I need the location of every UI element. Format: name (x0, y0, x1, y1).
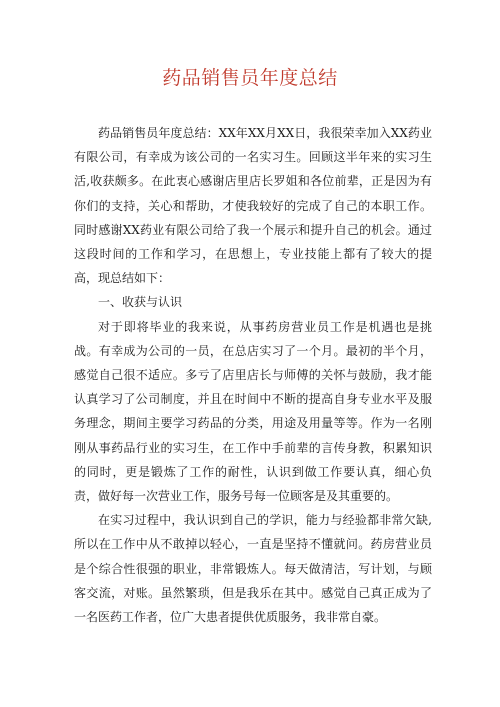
paragraph-practice: 在实习过程中，我认识到自己的学识，能力与经验都非常欠缺,所以在工作中从不敢掉以轻心，一直是坚持不懂就问。药房营业员是个综合性很强的职业，非常锻炼人。每天做清洁，写计划，与顾客交流，对账。虽然繁琐，但是我乐在其中。感觉自己真正成为了一名医药工作者，位广大患者提供优质服务，我非常自豪。 (74, 513, 432, 625)
document-body (74, 121, 432, 629)
section-heading: 一、收获与认识 (98, 295, 183, 310)
document-title: 药品销售员年度总结 (162, 67, 338, 89)
paragraph-gains: 对于即将毕业的我来说，从事药房营业员工作是机遇也是挑战。有幸成为公司的一员，在总店实习了一个月。最初的半个月，感觉自己很不适应。多亏了店里店长与师傅的关怀与鼓励，我才能认真学习了公司制度，并且在时间中不断的提高自身专业水平及服务理念，期间主要学习药品的分类，用途及用量等等。作为一名刚刚从事药品行业的实习生，在工作中手前辈的言传身教，积累知识的同时，更是锻炼了工作的耐性，认识到做工作要认真，细心负责，做好每一次营业工作，服务号每一位顾客是及其重要的。 (74, 319, 432, 504)
paragraph-intro: 药品销售员年度总结：XX年XX月XX日，我很荣幸加入XX药业有限公司，有幸成为该公司的一名实习生。回顾这半年来的实习生活,收获颇多。在此衷心感谢店里店长罗姐和各位前辈，正是因为有你们的支持，关心和帮助，才使我较好的完成了自己的本职工作。同时感谢XX药业有限公司给了我一个展示和提升自己的机会。通过这段时间的工作和学习，在思想上，专业技能上都有了较大的提高，现总结如下： (74, 126, 432, 286)
